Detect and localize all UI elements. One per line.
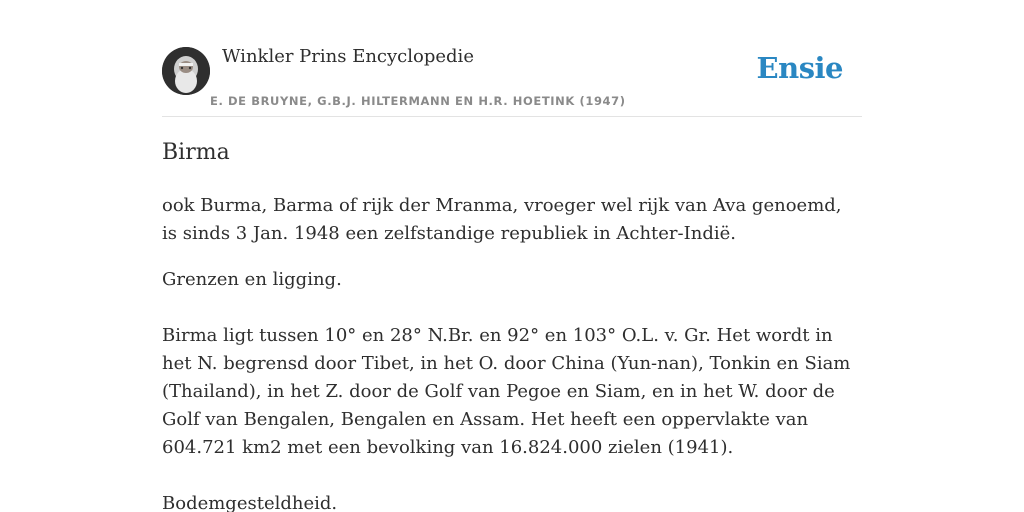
header: [162, 0, 862, 117]
section-heading-borders: Grenzen en ligging.: [162, 269, 342, 290]
section-body-borders: Birma ligt tussen 10° en 28° N.Br. en 92° en 103° O.L. v. Gr. Het wordt in het N. begrensd door Tibet, in het O. door China (Yun-nan), Tonkin en Siam (Thailand), in het Z. door de Golf van Pegoe en Siam, en in het W. door de Golf van Bengalen, Bengalen en Assam. Het heeft een oppervlakte van 604.721 km2 met een bevolking van 16.824.000 zielen (1941).: [162, 325, 851, 458]
encyclopedia-title[interactable]: Winkler Prins Encyclopedie: [222, 46, 474, 67]
authors-line: E. DE BRUYNE, G.B.J. HILTERMANN EN H.R. HOETINK (1947): [210, 94, 626, 108]
section-heading-soil: Bodemgesteldheid.: [162, 493, 338, 512]
brand-logo[interactable]: Ensie: [756, 51, 843, 85]
article-intro: ook Burma, Barma of rijk der Mranma, vroeger wel rijk van Ava genoemd, is sinds 3 Jan. 1948 een zelfstandige republiek in Achter-Indië.: [162, 195, 842, 244]
page: [162, 0, 862, 512]
author-avatar[interactable]: [162, 47, 210, 95]
article-title: Birma: [162, 140, 230, 165]
